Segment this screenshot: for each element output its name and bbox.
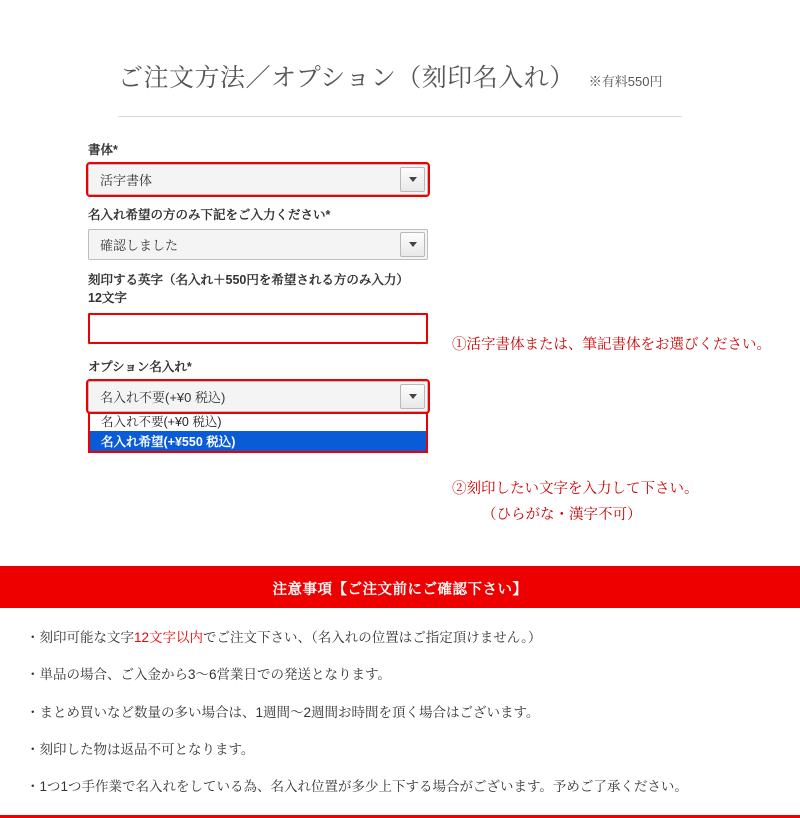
annotation-1: ①活字書体または、筆記書体をお選びください。 xyxy=(452,337,771,353)
order-option-form xyxy=(0,141,800,523)
notice-body xyxy=(0,608,800,815)
chevron-down-icon[interactable] xyxy=(400,384,425,409)
notice-line-highlight: 12文字以内 xyxy=(134,630,204,645)
chevron-down-icon[interactable] xyxy=(400,167,425,192)
notice-line: ・刻印した物は返品不可となります。 xyxy=(26,741,255,757)
dropdown-option[interactable]: 名入れ希望(+¥550 税込) xyxy=(90,431,426,451)
chevron-down-glyph xyxy=(409,242,417,247)
notice-line: ・1つ1つ手作業で名入れをしている為、名入れ位置が多少上下する場合がございます。予めご了承ください。 xyxy=(26,779,688,794)
notice-title: 注意事項【ご注文前にご確認下さい】 xyxy=(0,569,800,608)
dropdown-option[interactable]: 名入れ不要(+¥0 税込) xyxy=(101,414,222,429)
chevron-down-glyph xyxy=(409,394,417,399)
select-option-engraving-value: 名入れ不要(+¥0 税込) xyxy=(100,389,226,405)
notice-line: ・単品の場合、ご入金から3〜6営業日での発送となります。 xyxy=(26,667,391,683)
notice-block xyxy=(0,566,800,818)
select-typeface-value: 活字書体 xyxy=(100,173,153,189)
header-divider xyxy=(118,116,682,117)
select-option-engraving[interactable] xyxy=(88,381,428,412)
chevron-down-icon[interactable] xyxy=(400,232,425,257)
select-confirm-value: 確認しました xyxy=(100,238,179,254)
label-typeface: 書体* xyxy=(88,143,118,157)
select-confirm[interactable] xyxy=(88,229,428,260)
annotation-2-sub: （ひらがな・漢字不可） xyxy=(482,507,642,523)
notice-line xyxy=(26,628,774,648)
select-typeface[interactable] xyxy=(88,164,428,195)
label-confirm: 名入れ希望の方のみ下記をご入力ください* xyxy=(88,208,331,223)
chevron-down-glyph xyxy=(409,177,417,182)
notice-line: ・まとめ買いなど数量の多い場合は、1週間〜2週間お時間を頂く場合はございます。 xyxy=(26,704,540,720)
notice-line-text-after: でご注文下さい、（名入れの位置はご指定頂けません。） xyxy=(203,630,542,645)
page-title: ご注文方法／オプション（刻印名入れ） xyxy=(118,64,575,92)
page-title-note: ※有料550円 xyxy=(588,74,663,89)
input-engraving-text[interactable] xyxy=(88,313,428,344)
label-option-engraving: オプション名入れ* xyxy=(88,359,192,374)
label-engraving-text: 刻印する英字（名入れ＋550円を希望される方のみ入力）12文字 xyxy=(88,273,409,306)
annotation-2: ②刻印したい文字を入力して下さい。 xyxy=(452,481,699,497)
page-header xyxy=(0,0,800,94)
notice-line-text: ・刻印可能な文字 xyxy=(26,630,134,645)
option-engraving-dropdown-list[interactable] xyxy=(88,411,428,453)
